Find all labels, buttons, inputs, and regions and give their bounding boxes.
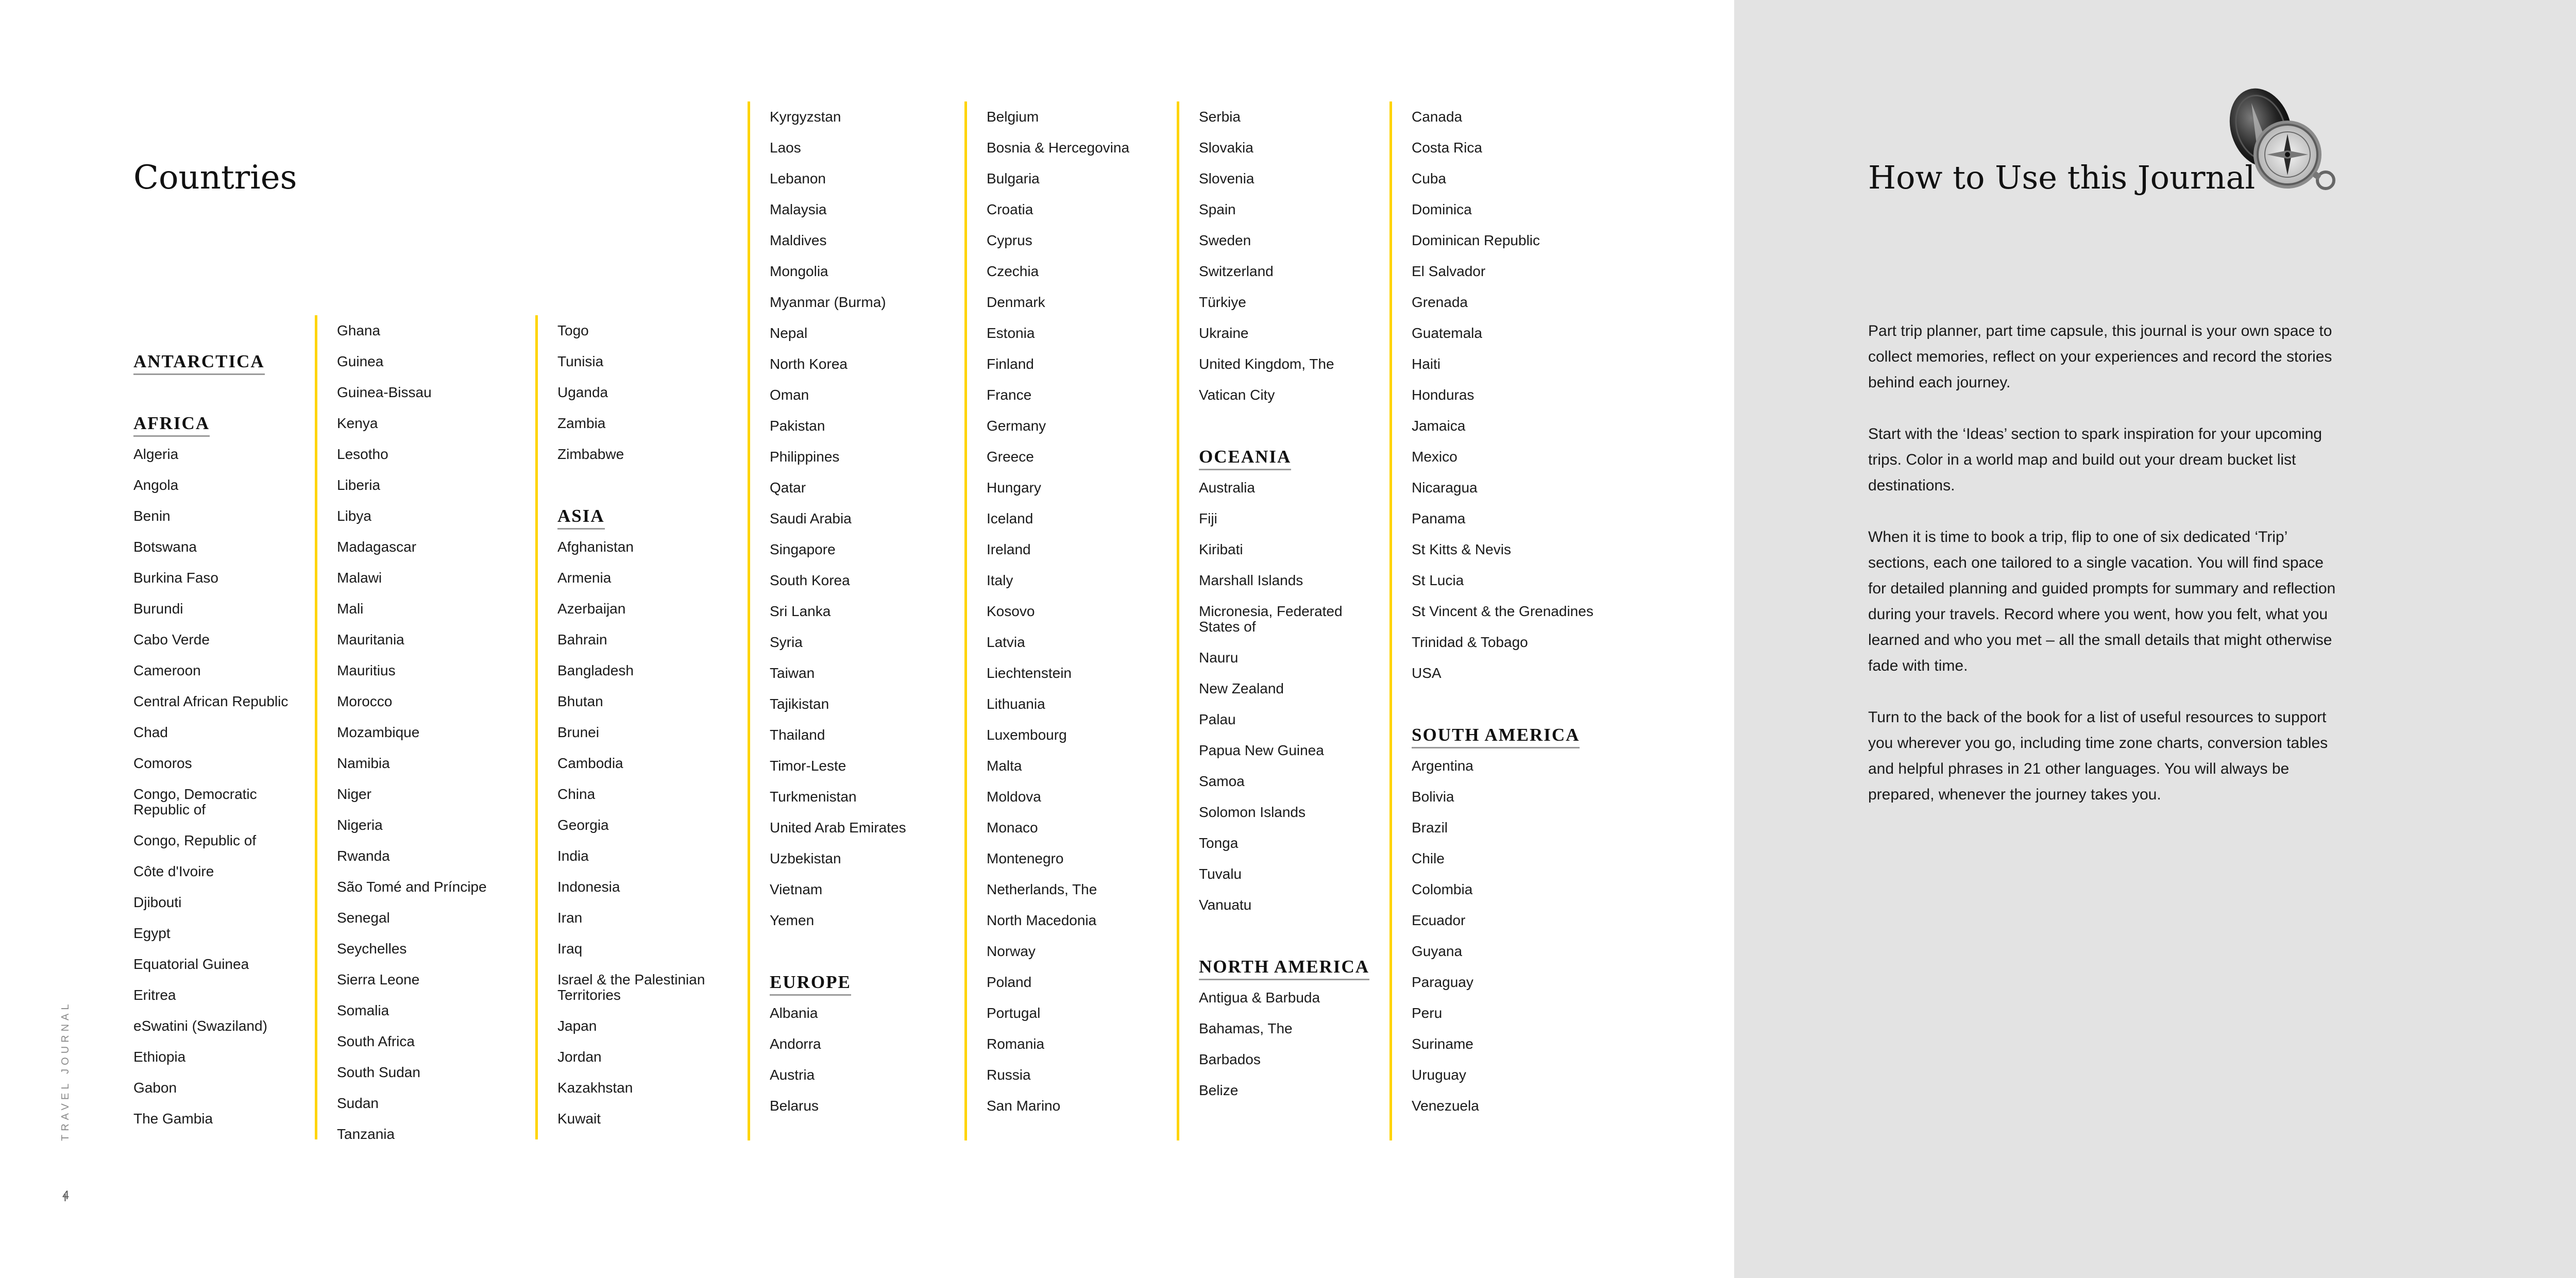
country-item: Qatar: [770, 480, 806, 496]
country-item: Marshall Islands: [1199, 572, 1303, 588]
country-item: Germany: [987, 418, 1046, 434]
country-item: Costa Rica: [1412, 140, 1482, 156]
country-column: [964, 101, 1129, 1140]
country-item: Bangladesh: [557, 662, 634, 678]
country-item: Denmark: [987, 294, 1045, 310]
country-item: Israel & the Palestinian Territories: [557, 972, 705, 1003]
country-item: Guinea: [337, 353, 384, 369]
country-item: Saudi Arabia: [770, 510, 852, 526]
country-item: Micronesia, Federated States of: [1199, 603, 1343, 635]
country-item: Timor-Leste: [770, 758, 846, 774]
country-item: Kenya: [337, 415, 378, 431]
country-item: Lithuania: [987, 696, 1045, 712]
country-item: Georgia: [557, 817, 609, 833]
country-item: St Lucia: [1412, 572, 1464, 588]
country-item: Togo: [557, 322, 589, 338]
country-item: Ukraine: [1199, 325, 1249, 341]
country-item: Liberia: [337, 477, 381, 493]
country-item: Czechia: [987, 263, 1039, 279]
country-item: Yemen: [770, 912, 815, 928]
country-item: Tanzania: [337, 1126, 395, 1142]
country-item: South Africa: [337, 1033, 415, 1049]
country-item: Oman: [770, 387, 809, 403]
country-item: New Zealand: [1199, 680, 1284, 696]
country-item: Burkina Faso: [133, 570, 218, 586]
region-heading-label: NORTH AMERICA: [1199, 956, 1369, 980]
section-gap: [1412, 689, 1594, 720]
section-gap: [133, 315, 288, 346]
country-item: Philippines: [770, 449, 840, 465]
country-item: Guatemala: [1412, 325, 1482, 341]
country-item: Nepal: [770, 325, 808, 341]
country-item: Sudan: [337, 1095, 379, 1111]
country-item: Armenia: [557, 570, 612, 586]
country-item: North Korea: [770, 356, 848, 372]
country-item: Switzerland: [1199, 263, 1274, 279]
country-item: Madagascar: [337, 539, 417, 555]
country-item: Bhutan: [557, 693, 603, 709]
country-item: San Marino: [987, 1098, 1061, 1114]
country-item: Morocco: [337, 693, 393, 709]
country-item: Barbados: [1199, 1051, 1261, 1067]
region-heading-label: SOUTH AMERICA: [1412, 724, 1580, 748]
section-gap: [1199, 411, 1369, 441]
country-item: eSwatini (Swaziland): [133, 1018, 267, 1034]
region-heading: [557, 501, 712, 532]
country-item: Kyrgyzstan: [770, 109, 841, 125]
country-item: Cambodia: [557, 755, 623, 771]
country-item: Laos: [770, 140, 801, 156]
paragraph: When it is time to book a trip, flip to one of six dedicated ‘Trip’ sections, each one tailored to a single vacation. You will find space for detailed planning and guided prompts for summary and reflection during your travels. Record where you went, how you felt, what you learned and who you met – all the small details that might otherwise fade with time.: [1868, 529, 2336, 674]
compass-icon: [2221, 82, 2354, 201]
country-item: Bolivia: [1412, 789, 1454, 805]
country-item: Singapore: [770, 541, 836, 557]
country-item: Zimbabwe: [557, 446, 624, 462]
paragraph: Turn to the back of the book for a list of useful resources to support you wherever you go, including time zone charts, conversion tables and helpful phrases in 21 other languages. You will always be prepared, whenever the journey takes you.: [1868, 709, 2328, 803]
country-item: Norway: [987, 943, 1036, 959]
country-item: Dominica: [1412, 201, 1472, 217]
country-item: Vatican City: [1199, 387, 1275, 403]
country-item: Bulgaria: [987, 171, 1040, 186]
country-item: St Vincent & the Grenadines: [1412, 603, 1594, 619]
country-item: Palau: [1199, 711, 1236, 727]
country-item: Tuvalu: [1199, 866, 1242, 882]
country-item: Latvia: [987, 634, 1025, 650]
region-heading: [1199, 951, 1369, 982]
country-column: [1177, 101, 1369, 1140]
country-item: Equatorial Guinea: [133, 956, 249, 972]
section-gap: [557, 470, 712, 501]
country-item: China: [557, 786, 596, 802]
country-item: Sierra Leone: [337, 972, 420, 987]
country-item: Indonesia: [557, 879, 620, 895]
country-item: Botswana: [133, 539, 197, 555]
country-column: [315, 315, 487, 1142]
country-item: Jordan: [557, 1049, 602, 1065]
country-item: Mozambique: [337, 724, 420, 740]
country-item: Syria: [770, 634, 803, 650]
country-item: Grenada: [1412, 294, 1468, 310]
country-item: Egypt: [133, 925, 171, 941]
country-item: Nigeria: [337, 817, 383, 833]
country-item: Tunisia: [557, 353, 604, 369]
country-item: Azerbaijan: [557, 601, 626, 617]
country-item: Central African Republic: [133, 693, 289, 709]
country-item: Seychelles: [337, 941, 407, 957]
country-item: Taiwan: [770, 665, 815, 681]
region-heading-label: OCEANIA: [1199, 446, 1291, 470]
country-item: Colombia: [1412, 881, 1473, 897]
country-item: Liechtenstein: [987, 665, 1072, 681]
country-item: Belize: [1199, 1082, 1239, 1098]
country-item: Peru: [1412, 1005, 1443, 1021]
country-item: Portugal: [987, 1005, 1041, 1021]
country-item: Angola: [133, 477, 179, 493]
country-item: Croatia: [987, 201, 1033, 217]
country-item: Vietnam: [770, 881, 823, 897]
country-item: Bahrain: [557, 632, 607, 647]
country-item: Mexico: [1412, 449, 1458, 465]
country-item: Moldova: [987, 789, 1041, 805]
country-item: Finland: [987, 356, 1034, 372]
region-heading-label: ASIA: [557, 505, 605, 530]
country-item: Eritrea: [133, 987, 176, 1003]
country-item: Cyprus: [987, 232, 1032, 248]
country-item: Mali: [337, 601, 364, 617]
country-item: South Korea: [770, 572, 850, 588]
country-item: Netherlands, The: [987, 881, 1097, 897]
country-item: Venezuela: [1412, 1098, 1479, 1114]
country-item: Samoa: [1199, 773, 1245, 789]
country-item: Namibia: [337, 755, 390, 771]
country-item: Bosnia & Hercegovina: [987, 140, 1130, 156]
country-item: Romania: [987, 1036, 1045, 1052]
country-item: Canada: [1412, 109, 1463, 125]
region-heading: [133, 408, 288, 439]
country-item: Estonia: [987, 325, 1035, 341]
country-item: Andorra: [770, 1036, 821, 1052]
country-item: Somalia: [337, 1002, 389, 1018]
country-item: Niger: [337, 786, 371, 802]
country-item: Italy: [987, 572, 1013, 588]
country-item: Myanmar (Burma): [770, 294, 886, 310]
country-item: Tajikistan: [770, 696, 829, 712]
region-heading-label: EUROPE: [770, 972, 851, 996]
intro-text: [1868, 318, 2342, 833]
country-item: France: [987, 387, 1032, 403]
country-column: [535, 315, 712, 1139]
country-item: Lebanon: [770, 171, 826, 186]
country-item: Chad: [133, 724, 168, 740]
country-item: Maldives: [770, 232, 827, 248]
country-item: Nauru: [1199, 650, 1239, 666]
country-item: Slovenia: [1199, 171, 1255, 186]
paragraph: Part trip planner, part time capsule, this journal is your own space to collect memories, reflect on your experiences and record the stories behind each journey.: [1868, 322, 2332, 391]
country-item: Jamaica: [1412, 418, 1466, 434]
country-item: Poland: [987, 974, 1032, 990]
country-item: Tonga: [1199, 835, 1239, 851]
country-item: Japan: [557, 1018, 597, 1034]
country-item: Iraq: [557, 941, 583, 957]
country-item: Austria: [770, 1067, 815, 1083]
country-item: Papua New Guinea: [1199, 742, 1324, 758]
region-heading-label: ANTARCTICA: [133, 351, 265, 375]
country-item: Benin: [133, 508, 171, 524]
country-item: Uganda: [557, 384, 608, 400]
country-item: South Sudan: [337, 1064, 420, 1080]
country-item: Brunei: [557, 724, 599, 740]
country-item: Guyana: [1412, 943, 1463, 959]
country-item: Ghana: [337, 322, 381, 338]
country-column: [748, 101, 906, 1140]
country-item: Libya: [337, 508, 371, 524]
section-gap: [133, 377, 288, 408]
country-item: Nicaragua: [1412, 480, 1478, 496]
country-item: Congo, Republic of: [133, 832, 257, 848]
country-item: El Salvador: [1412, 263, 1486, 279]
country-item: Bahamas, The: [1199, 1020, 1293, 1036]
page-title: How to Use this Journal: [1868, 159, 2256, 196]
country-item: Lesotho: [337, 446, 388, 462]
page-number: 4: [62, 1188, 70, 1202]
country-item: United Arab Emirates: [770, 820, 906, 836]
country-item: Thailand: [770, 727, 825, 743]
country-item: Ireland: [987, 541, 1031, 557]
country-item: Rwanda: [337, 848, 390, 864]
country-item: USA: [1412, 665, 1442, 681]
country-item: Gabon: [133, 1080, 177, 1096]
region-heading-label: AFRICA: [133, 413, 210, 437]
country-item: Montenegro: [987, 850, 1064, 866]
country-item: Iran: [557, 910, 583, 926]
country-item: Belgium: [987, 109, 1039, 125]
country-item: Dominican Republic: [1412, 232, 1540, 248]
country-item: Afghanistan: [557, 539, 634, 555]
region-heading: [1412, 720, 1594, 751]
country-item: Zambia: [557, 415, 606, 431]
country-item: Congo, Democratic Republic of: [133, 786, 257, 817]
country-item: Malta: [987, 758, 1022, 774]
country-item: Slovakia: [1199, 140, 1253, 156]
country-item: Honduras: [1412, 387, 1475, 403]
country-item: Uzbekistan: [770, 850, 841, 866]
country-item: Pakistan: [770, 418, 825, 434]
country-item: Mauritania: [337, 632, 404, 647]
country-item: India: [557, 848, 589, 864]
country-item: Mongolia: [770, 263, 828, 279]
country-item: Uruguay: [1412, 1067, 1466, 1083]
country-item: Greece: [987, 449, 1034, 465]
country-item: Malaysia: [770, 201, 827, 217]
country-column: [1389, 101, 1594, 1140]
country-item: Iceland: [987, 510, 1033, 526]
country-item: Belarus: [770, 1098, 819, 1114]
section-gap: [1199, 921, 1369, 951]
country-item: Albania: [770, 1005, 818, 1021]
country-item: Australia: [1199, 480, 1255, 496]
country-item: Brazil: [1412, 820, 1448, 836]
country-item: Russia: [987, 1067, 1031, 1083]
country-item: Senegal: [337, 910, 390, 926]
country-item: Cuba: [1412, 171, 1446, 186]
country-item: Kosovo: [987, 603, 1035, 619]
country-item: Djibouti: [133, 894, 182, 910]
page-title: Countries: [133, 159, 297, 197]
country-item: Trinidad & Tobago: [1412, 634, 1528, 650]
paragraph: Start with the ‘Ideas’ section to spark inspiration for your upcoming trips. Color in a world map and build out your dream bucket list destinations.: [1868, 425, 2322, 494]
country-item: Panama: [1412, 510, 1466, 526]
country-item: Paraguay: [1412, 974, 1473, 990]
running-head: TRAVEL JOURNAL: [60, 1000, 71, 1141]
country-item: Guinea-Bissau: [337, 384, 432, 400]
section-gap: [770, 936, 906, 967]
country-item: Sri Lanka: [770, 603, 831, 619]
region-heading: [770, 967, 906, 998]
country-item: São Tomé and Príncipe: [337, 879, 487, 895]
country-item: Kazakhstan: [557, 1080, 633, 1096]
country-item: Kiribati: [1199, 541, 1243, 557]
country-item: Mauritius: [337, 662, 396, 678]
country-item: The Gambia: [133, 1111, 213, 1127]
country-item: Fiji: [1199, 510, 1217, 526]
country-item: North Macedonia: [987, 912, 1097, 928]
country-item: Hungary: [987, 480, 1041, 496]
country-item: Türkiye: [1199, 294, 1246, 310]
country-item: Vanuatu: [1199, 897, 1252, 913]
country-item: Malawi: [337, 570, 382, 586]
region-heading: [133, 346, 288, 377]
country-item: Solomon Islands: [1199, 804, 1306, 820]
country-item: Ethiopia: [133, 1049, 186, 1065]
country-item: Chile: [1412, 850, 1445, 866]
country-item: United Kingdom, The: [1199, 356, 1334, 372]
country-item: Argentina: [1412, 758, 1473, 774]
country-item: Côte d'Ivoire: [133, 863, 214, 879]
country-item: Kuwait: [557, 1111, 601, 1127]
country-column: [133, 315, 288, 1134]
country-item: Turkmenistan: [770, 789, 857, 805]
country-item: Haiti: [1412, 356, 1441, 372]
country-item: Ecuador: [1412, 912, 1466, 928]
country-item: Serbia: [1199, 109, 1241, 125]
country-item: Algeria: [133, 446, 179, 462]
country-item: Burundi: [133, 601, 183, 617]
country-item: Antigua & Barbuda: [1199, 990, 1320, 1006]
country-item: Comoros: [133, 755, 192, 771]
country-item: Cameroon: [133, 662, 201, 678]
country-item: Spain: [1199, 201, 1236, 217]
country-item: Sweden: [1199, 232, 1251, 248]
country-item: Luxembourg: [987, 727, 1067, 743]
country-item: St Kitts & Nevis: [1412, 541, 1511, 557]
country-item: Monaco: [987, 820, 1038, 836]
country-item: Suriname: [1412, 1036, 1473, 1052]
region-heading: [1199, 441, 1369, 472]
country-item: Cabo Verde: [133, 632, 210, 647]
